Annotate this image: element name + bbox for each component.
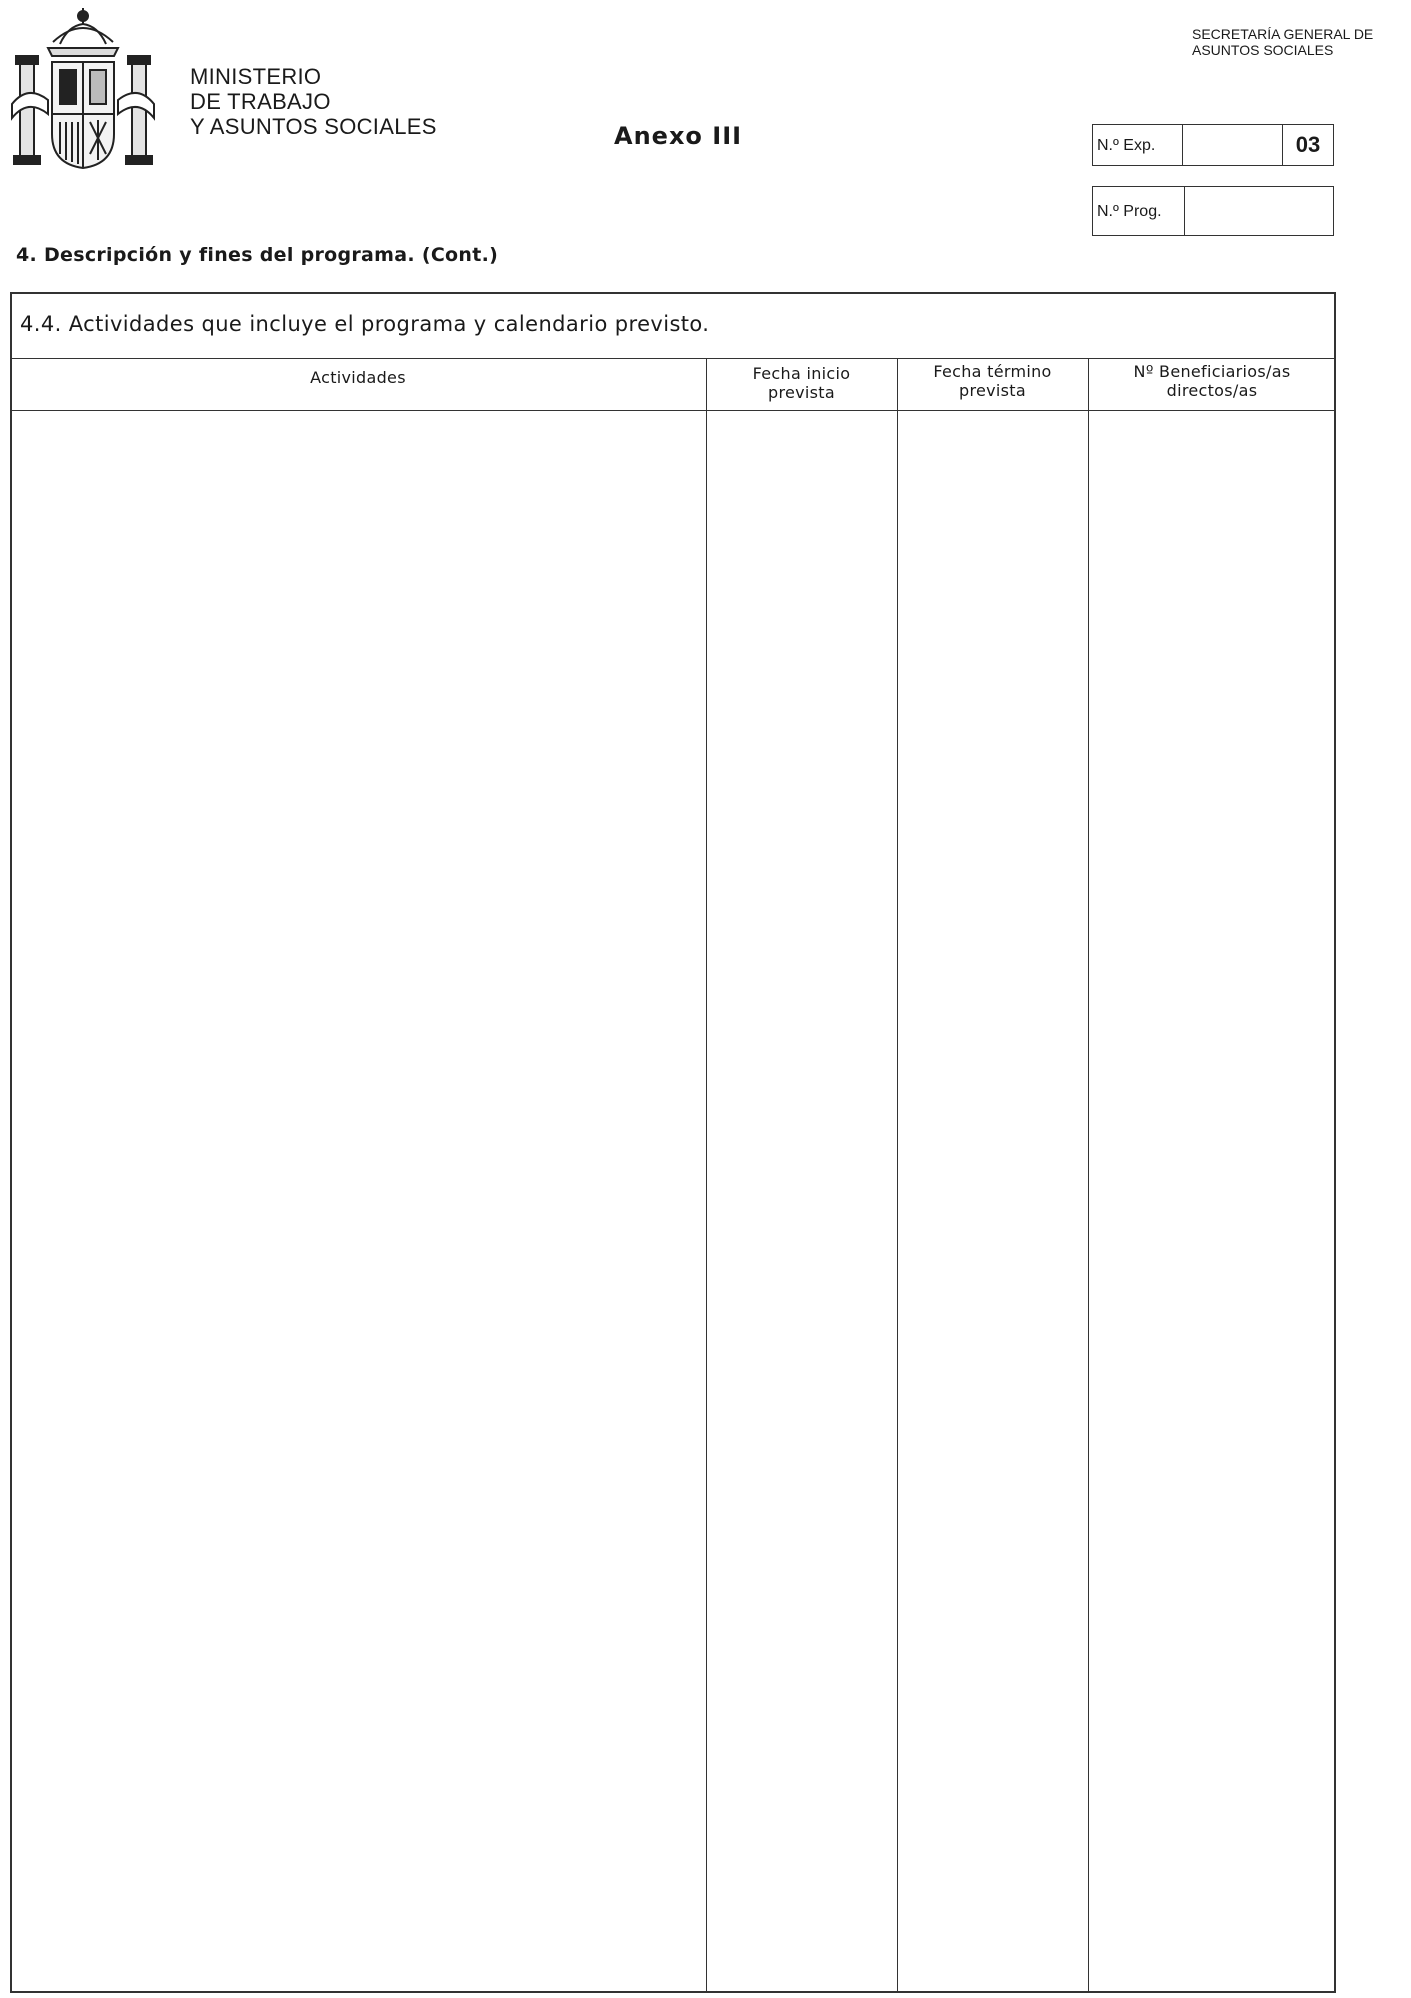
column-header-line: Nº Beneficiarios/as [1133, 362, 1291, 381]
ministry-line: MINISTERIO [190, 64, 322, 89]
table-header-divider [10, 410, 1336, 411]
expediente-box [1092, 124, 1334, 166]
ministry-line: DE TRABAJO [190, 89, 331, 114]
prog-number-field[interactable] [1185, 187, 1331, 235]
column-header-fecha-inicio [706, 364, 897, 402]
column-header-line: Fecha término [933, 362, 1052, 381]
fecha-termino-cell[interactable] [899, 412, 1086, 1991]
exp-code-value: 03 [1295, 132, 1321, 157]
annex-title: Anexo III [614, 122, 743, 150]
section-title: 4. Descripción y fines del programa. (Cont.) [16, 244, 499, 266]
exp-number-field[interactable] [1183, 125, 1283, 165]
secretaria-line: ASUNTOS SOCIALES [1192, 42, 1334, 58]
column-header-line: Fecha inicio [752, 364, 851, 383]
column-header-line: Actividades [310, 368, 406, 387]
column-header-fecha-termino [897, 362, 1088, 400]
ministry-line: Y ASUNTOS SOCIALES [190, 114, 437, 139]
beneficiarios-cell[interactable] [1090, 412, 1334, 1991]
actividades-cell[interactable] [12, 412, 704, 1991]
coat-of-arms-emblem [8, 4, 158, 174]
secretaria-name [1192, 26, 1373, 58]
program-number-box [1092, 186, 1334, 236]
exp-number-label: N.º Exp. [1093, 125, 1183, 165]
column-divider [706, 358, 707, 1993]
column-divider [897, 358, 898, 1993]
column-header-actividades [10, 368, 706, 387]
activities-table-title: 4.4. Actividades que incluye el programa y calendario previsto. [20, 312, 710, 336]
secretaria-line: SECRETARÍA GENERAL DE [1192, 26, 1374, 42]
column-header-line: prevista [959, 381, 1026, 400]
column-header-line: directos/as [1166, 381, 1258, 400]
column-header-beneficiarios [1088, 362, 1336, 400]
table-title-divider [10, 358, 1336, 359]
column-divider [1088, 358, 1089, 1993]
column-header-line: prevista [768, 383, 835, 402]
prog-number-label: N.º Prog. [1093, 187, 1185, 235]
ministry-name [190, 64, 437, 139]
fecha-inicio-cell[interactable] [708, 412, 895, 1991]
